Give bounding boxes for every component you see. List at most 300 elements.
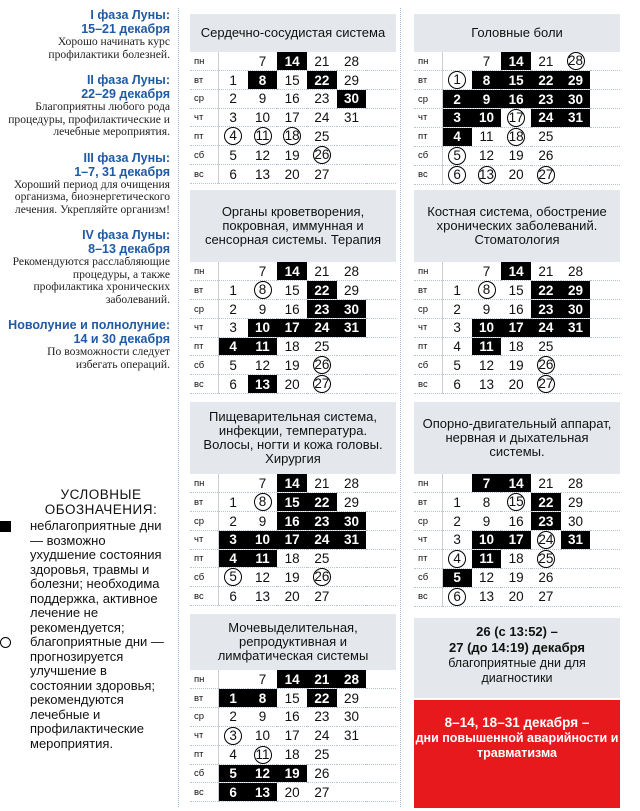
calendar-day: 19	[277, 146, 307, 165]
legend-good	[30, 635, 172, 751]
calendar-empty	[590, 52, 620, 71]
calendar-empty	[590, 318, 620, 337]
weekday-label: вс	[190, 587, 218, 606]
calendar-empty	[590, 375, 620, 394]
calendar-day: 23	[531, 300, 561, 319]
calendar-day: 10	[248, 530, 278, 549]
calendar-day: 26	[531, 356, 561, 375]
calendar-day: 13	[248, 165, 278, 184]
weekday-label: вс	[190, 783, 218, 802]
calendar-empty	[590, 568, 620, 587]
weekday-label: пн	[414, 474, 442, 493]
panel-title: Костная система, обострение хронических заболеваний. Стоматология	[414, 190, 620, 262]
calendar-day: 31	[561, 318, 591, 337]
calendar-day: 7	[472, 474, 502, 493]
calendar-empty	[590, 474, 620, 493]
calendar-day: 1	[218, 281, 248, 300]
calendar-empty	[366, 375, 396, 394]
legend	[30, 487, 172, 751]
calendar-day: 19	[501, 146, 531, 165]
panel-title: Сердечно-сосудистая система	[190, 14, 396, 52]
calendar-day: 25	[531, 337, 561, 356]
calendar-empty	[442, 52, 472, 71]
calendar-day: 21	[307, 670, 337, 689]
calendar-day: 22	[307, 689, 337, 708]
calendar-empty	[218, 52, 248, 71]
calendar-day: 6	[218, 165, 248, 184]
calendar-day: 18	[501, 127, 531, 146]
diagnostics-line3: благоприятные дни для диагностики	[448, 656, 586, 685]
calendar-empty	[561, 165, 591, 184]
calendar-day: 22	[531, 71, 561, 90]
calendar-empty	[590, 300, 620, 319]
calendar-day: 21	[307, 52, 337, 71]
calendar-day: 9	[472, 300, 502, 319]
calendar-day: 30	[561, 90, 591, 109]
calendar-empty	[366, 568, 396, 587]
calendar-day: 2	[442, 512, 472, 531]
calendar-empty	[561, 146, 591, 165]
legend-title: УСЛОВНЫЕ ОБОЗНАЧЕНИЯ:	[44, 487, 158, 517]
panel-title: Мочевыделительная, репродуктивная и лимфатическая системы	[190, 614, 396, 670]
calendar-day: 18	[501, 549, 531, 568]
panel-title: Опорно-двигательный аппарат, нервная и дыхательная системы.	[414, 402, 620, 474]
diagnostics-line2: 27 (до 14:19) декабря	[449, 640, 585, 655]
calendar-empty	[366, 670, 396, 689]
calendar-day: 29	[337, 689, 367, 708]
calendar-day: 22	[531, 493, 561, 512]
calendar-day: 12	[472, 568, 502, 587]
calendar-day: 17	[501, 108, 531, 127]
calendar-day: 28	[337, 262, 367, 281]
calendar-day: 8	[472, 71, 502, 90]
calendar-day: 3	[442, 530, 472, 549]
calendar-day: 14	[277, 474, 307, 493]
calendar-day: 17	[277, 530, 307, 549]
calendar-day: 11	[248, 337, 278, 356]
calendar-day: 28	[561, 52, 591, 71]
calendar-day: 13	[472, 375, 502, 394]
calendar-day: 14	[501, 262, 531, 281]
weekday-label: пн	[190, 670, 218, 689]
calendar-day: 12	[248, 146, 278, 165]
calendar-day: 12	[248, 356, 278, 375]
calendar-day: 14	[501, 474, 531, 493]
weekday-label: вт	[190, 281, 218, 300]
calendar-empty	[337, 568, 367, 587]
weekday-label: пн	[414, 52, 442, 71]
weekday-label: вс	[190, 165, 218, 184]
calendar-day: 2	[218, 300, 248, 319]
calendar-day: 25	[531, 549, 561, 568]
calendar-day: 16	[501, 512, 531, 531]
calendar-empty	[337, 783, 367, 802]
phase-text: Хорошо начинать курс профилактики болезней.	[48, 35, 170, 61]
calendar-day: 10	[472, 530, 502, 549]
phase-dates: 15–21 декабря	[81, 22, 170, 36]
calendar-day: 29	[337, 493, 367, 512]
calendar-day: 25	[531, 127, 561, 146]
weekday-label: чт	[414, 318, 442, 337]
calendar-empty	[366, 281, 396, 300]
calendar-day: 16	[277, 707, 307, 726]
calendar-day: 2	[218, 707, 248, 726]
calendar-day: 5	[218, 764, 248, 783]
calendar-day: 4	[442, 549, 472, 568]
phase-text: Благоприятны любого рода процедуры, профилактические и лечебные мероприятия.	[8, 100, 170, 138]
calendar-day: 15	[501, 71, 531, 90]
moon-phases	[4, 8, 170, 383]
calendar-empty	[366, 530, 396, 549]
calendar-empty	[590, 530, 620, 549]
calendar-day: 11	[472, 549, 502, 568]
calendar-day: 18	[277, 127, 307, 146]
calendar-day: 8	[472, 493, 502, 512]
calendar-day: 20	[277, 375, 307, 394]
calendar-day: 25	[307, 745, 337, 764]
calendar-day: 2	[218, 89, 248, 108]
calendar-day: 3	[218, 318, 248, 337]
calendar-day: 29	[337, 71, 367, 90]
calendar-day: 26	[307, 356, 337, 375]
calendar-day: 5	[442, 568, 472, 587]
calendar-day: 23	[307, 512, 337, 531]
calendar-day: 29	[337, 281, 367, 300]
calendar-empty	[337, 549, 367, 568]
panel-bones	[414, 190, 620, 394]
weekday-label: ср	[190, 89, 218, 108]
calendar-day: 11	[248, 127, 278, 146]
phase-title: I фаза Луны:	[90, 8, 170, 22]
calendar-empty	[590, 71, 620, 90]
phase-dates: 22–29 декабря	[81, 87, 170, 101]
calendar-day: 14	[277, 670, 307, 689]
calendar-day: 23	[307, 89, 337, 108]
weekday-label: вс	[414, 587, 442, 606]
calendar-empty	[366, 89, 396, 108]
calendar-day: 11	[248, 745, 278, 764]
weekday-label: пн	[190, 474, 218, 493]
weekday-label: вс	[190, 375, 218, 394]
calendar-empty	[590, 281, 620, 300]
panel-blood	[190, 190, 396, 394]
calendar-day: 22	[531, 281, 561, 300]
calendar-day: 13	[248, 375, 278, 394]
calendar-day: 9	[248, 512, 278, 531]
calendar-grid	[190, 262, 396, 394]
calendar-day: 19	[501, 356, 531, 375]
calendar-day: 25	[307, 337, 337, 356]
calendar-day: 22	[307, 493, 337, 512]
calendar-day: 27	[531, 165, 561, 184]
calendar-day: 26	[307, 568, 337, 587]
calendar-day: 15	[501, 493, 531, 512]
weekday-label: пт	[414, 337, 442, 356]
calendar-day: 27	[307, 165, 337, 184]
calendar-empty	[366, 108, 396, 127]
calendar-day: 1	[218, 71, 248, 90]
calendar-day: 8	[248, 689, 278, 708]
calendar-empty	[337, 337, 367, 356]
calendar-day: 7	[248, 262, 278, 281]
calendar-grid	[414, 474, 620, 607]
calendar-empty	[337, 165, 367, 184]
weekday-label: сб	[190, 764, 218, 783]
calendar-day: 7	[472, 52, 502, 71]
calendar-empty	[561, 587, 591, 606]
calendar-empty	[366, 549, 396, 568]
calendar-empty	[561, 127, 591, 146]
calendar-grid	[414, 262, 620, 394]
calendar-day: 27	[307, 783, 337, 802]
weekday-label: пт	[190, 549, 218, 568]
calendar-day: 6	[442, 587, 472, 606]
calendar-day: 16	[277, 89, 307, 108]
calendar-grid	[190, 474, 396, 606]
calendar-empty	[366, 726, 396, 745]
calendar-grid	[190, 670, 396, 802]
calendar-day: 14	[277, 262, 307, 281]
legend-bad	[30, 519, 172, 635]
weekday-label: вт	[414, 493, 442, 512]
phase-1	[4, 8, 170, 61]
diagnostics-box	[414, 618, 620, 698]
calendar-empty	[366, 356, 396, 375]
calendar-day: 15	[277, 281, 307, 300]
calendar-day: 7	[472, 262, 502, 281]
calendar-day: 6	[442, 165, 472, 184]
phase-5	[4, 318, 170, 371]
calendar-day: 16	[277, 512, 307, 531]
calendar-day: 31	[337, 726, 367, 745]
calendar-empty	[590, 108, 620, 127]
calendar-day: 4	[218, 337, 248, 356]
calendar-day: 10	[248, 108, 278, 127]
calendar-day: 25	[307, 127, 337, 146]
calendar-day: 1	[218, 689, 248, 708]
calendar-day: 20	[277, 165, 307, 184]
weekday-label: ср	[190, 512, 218, 531]
calendar-day: 27	[531, 587, 561, 606]
calendar-day: 5	[218, 146, 248, 165]
calendar-empty	[218, 262, 248, 281]
calendar-day: 15	[501, 281, 531, 300]
calendar-day: 29	[561, 493, 591, 512]
calendar-empty	[218, 474, 248, 493]
phase-3	[4, 151, 170, 217]
calendar-empty	[337, 587, 367, 606]
calendar-empty	[590, 512, 620, 531]
phase-dates: 1–7, 31 декабря	[74, 164, 170, 179]
calendar-day: 9	[472, 90, 502, 109]
phase-dates: 8–13 декабря	[88, 242, 170, 256]
calendar-empty	[590, 337, 620, 356]
weekday-label: сб	[190, 356, 218, 375]
black-square-icon	[0, 521, 11, 532]
panel-headaches	[414, 14, 620, 185]
phase-title: III фаза Луны:	[83, 150, 170, 165]
calendar-day: 19	[277, 568, 307, 587]
calendar-day: 1	[442, 71, 472, 90]
calendar-day: 12	[248, 764, 278, 783]
weekday-label: чт	[190, 530, 218, 549]
calendar-day: 10	[248, 726, 278, 745]
calendar-day: 5	[442, 356, 472, 375]
calendar-empty	[366, 52, 396, 71]
calendar-empty	[561, 337, 591, 356]
weekday-label: сб	[414, 146, 442, 165]
calendar-empty	[366, 337, 396, 356]
calendar-empty	[366, 689, 396, 708]
calendar-day: 20	[501, 587, 531, 606]
calendar-day: 17	[501, 530, 531, 549]
calendar-day: 24	[531, 530, 561, 549]
calendar-day: 1	[442, 281, 472, 300]
weekday-label: пт	[414, 549, 442, 568]
calendar-day: 20	[501, 165, 531, 184]
phase-4	[4, 228, 170, 306]
calendar-day: 8	[248, 493, 278, 512]
calendar-day: 18	[277, 337, 307, 356]
calendar-day: 6	[218, 375, 248, 394]
calendar-day: 20	[277, 783, 307, 802]
weekday-label: ср	[414, 512, 442, 531]
calendar-empty	[366, 587, 396, 606]
phase-text: Рекомендуются расслабляющие процедуры, а также профилактика хронических заболеваний.	[12, 255, 170, 306]
calendar-day: 24	[307, 726, 337, 745]
calendar-day: 25	[307, 549, 337, 568]
weekday-label: чт	[190, 726, 218, 745]
calendar-day: 16	[277, 300, 307, 319]
legend-good-text: благоприятные дни — прогнозируется улучшение в состоянии здоровья; рекомендуются лечебные и профилактические мероприятия.	[30, 634, 164, 751]
panel-cardio	[190, 14, 396, 184]
weekday-label: ср	[414, 300, 442, 319]
calendar-day: 11	[472, 337, 502, 356]
panel-title: Головные боли	[414, 14, 620, 52]
calendar-empty	[561, 568, 591, 587]
calendar-day: 31	[561, 530, 591, 549]
calendar-empty	[366, 262, 396, 281]
calendar-empty	[366, 127, 396, 146]
calendar-day: 30	[337, 300, 367, 319]
calendar-day: 22	[307, 71, 337, 90]
calendar-empty	[590, 146, 620, 165]
calendar-day: 20	[501, 375, 531, 394]
circle-icon	[0, 637, 11, 648]
weekday-label: пт	[190, 127, 218, 146]
calendar-day: 8	[472, 281, 502, 300]
weekday-label: вт	[190, 71, 218, 90]
calendar-day: 2	[442, 90, 472, 109]
divider	[400, 8, 401, 807]
calendar-day: 31	[337, 318, 367, 337]
calendar-empty	[561, 375, 591, 394]
calendar-day: 23	[531, 90, 561, 109]
weekday-label: сб	[414, 356, 442, 375]
calendar-day: 2	[442, 300, 472, 319]
calendar-day: 19	[501, 568, 531, 587]
danger-line2: дни повышенной аварийности и травматизма	[415, 731, 619, 760]
weekday-label: пт	[414, 127, 442, 146]
calendar-day: 10	[472, 318, 502, 337]
calendar-grid	[190, 52, 396, 184]
calendar-empty	[590, 493, 620, 512]
phase-title: IV фаза Луны:	[82, 228, 170, 242]
calendar-day: 9	[472, 512, 502, 531]
calendar-day: 30	[337, 707, 367, 726]
calendar-day: 24	[531, 318, 561, 337]
calendar-day: 5	[218, 568, 248, 587]
calendar-day: 5	[218, 356, 248, 375]
calendar-day: 31	[337, 108, 367, 127]
calendar-day: 16	[501, 90, 531, 109]
calendar-day: 30	[561, 300, 591, 319]
weekday-label: сб	[190, 568, 218, 587]
calendar-empty	[366, 474, 396, 493]
weekday-label: вт	[190, 689, 218, 708]
calendar-day: 4	[218, 127, 248, 146]
calendar-day: 30	[337, 512, 367, 531]
calendar-empty	[337, 764, 367, 783]
weekday-label: вс	[414, 165, 442, 184]
danger-line1: 8–14, 18–31 декабря –	[444, 715, 590, 730]
calendar-grid	[414, 52, 620, 185]
calendar-empty	[337, 375, 367, 394]
calendar-day: 28	[337, 670, 367, 689]
calendar-day: 13	[472, 165, 502, 184]
calendar-day: 9	[248, 707, 278, 726]
calendar-day: 29	[561, 281, 591, 300]
calendar-empty	[366, 146, 396, 165]
calendar-day: 3	[218, 108, 248, 127]
calendar-day: 16	[501, 300, 531, 319]
calendar-empty	[442, 262, 472, 281]
panel-title: Пищеварительная система, инфекции, температура. Волосы, ногти и кожа головы. Хирургия	[190, 402, 396, 474]
calendar-day: 23	[531, 512, 561, 531]
calendar-day: 23	[307, 300, 337, 319]
calendar-day: 20	[277, 587, 307, 606]
calendar-day: 24	[531, 108, 561, 127]
calendar-day: 26	[531, 568, 561, 587]
weekday-label: сб	[190, 146, 218, 165]
calendar-day: 15	[277, 689, 307, 708]
weekday-label: вс	[414, 375, 442, 394]
weekday-label: пн	[190, 262, 218, 281]
calendar-day: 4	[442, 127, 472, 146]
calendar-day: 28	[337, 474, 367, 493]
calendar-empty	[590, 262, 620, 281]
panel-musculoskeletal	[414, 402, 620, 607]
calendar-day: 4	[218, 745, 248, 764]
calendar-day: 7	[248, 52, 278, 71]
calendar-empty	[337, 127, 367, 146]
calendar-day: 26	[307, 146, 337, 165]
calendar-empty	[590, 90, 620, 109]
calendar-day: 7	[248, 474, 278, 493]
panel-urinary	[190, 614, 396, 802]
calendar-day: 11	[248, 549, 278, 568]
legend-bad-text: неблагоприятные дни — возможно ухудшение состояния здоровья, травмы и болезни; необходима поддержка, активное лечение не рекомендуется;	[30, 518, 162, 635]
calendar-day: 30	[337, 89, 367, 108]
calendar-day: 10	[472, 108, 502, 127]
panel-title: Органы кроветворения, покровная, иммунная и сенсорная системы. Терапия	[190, 190, 396, 262]
phase-2	[4, 73, 170, 139]
calendar-day: 5	[442, 146, 472, 165]
calendar-day: 13	[248, 587, 278, 606]
calendar-day: 21	[307, 262, 337, 281]
calendar-day: 7	[248, 670, 278, 689]
phase-dates: 14 и 30 декабря	[73, 332, 170, 346]
